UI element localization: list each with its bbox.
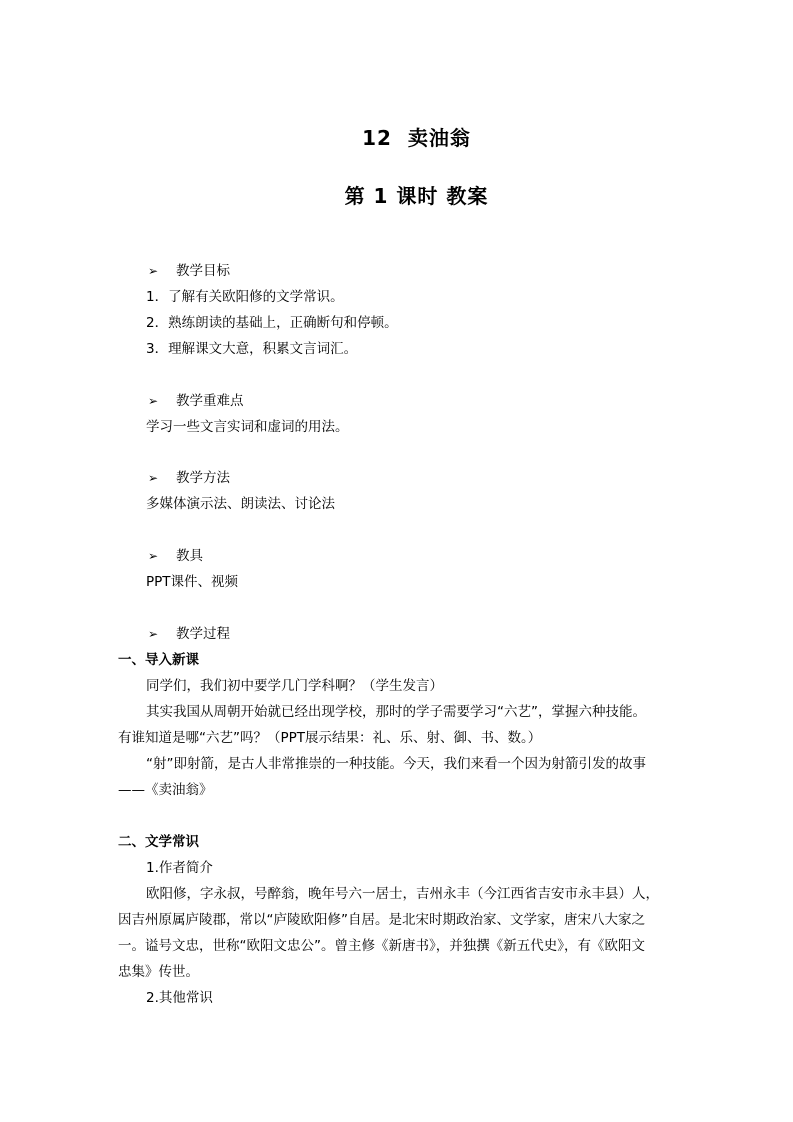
methods-text: 多媒体演示法、朗读法、讨论法 — [146, 496, 335, 512]
tools-heading — [148, 547, 203, 565]
lesson-subtitle: 第 1 课时 教案 — [344, 184, 489, 208]
paragraph-line: 因吉州原属庐陵郡，常以“庐陵欧阳修”自居。是北宋时期政治家、文学家，唐宋八大家之 — [118, 912, 645, 928]
goal-item: 2．熟练朗读的基础上，正确断句和停顿。 — [146, 315, 398, 331]
paragraph-line: 同学们，我们初中要学几门学科啊？（学生发言） — [146, 678, 443, 694]
paragraph-line: 一。谥号文忠，世称“欧阳文忠公”。曾主修《新唐书》，并独撰《新五代史》，有《欧阳文 — [118, 938, 645, 954]
paragraph-line: 有谁知道是哪“六艺”吗？（PPT展示结果：礼、乐、射、御、书、数。） — [118, 730, 542, 746]
lesson-title-text: 卖油翁 — [407, 126, 471, 150]
part2-heading: 二、文学常识 — [118, 834, 199, 850]
lesson-title — [0, 122, 793, 151]
paragraph-line: “射”即射箭，是古人非常推崇的一种技能。今天，我们来看一个因为射箭引发的故事 — [146, 756, 646, 772]
arrow-bullet-icon: ➢ — [148, 627, 159, 641]
arrow-bullet-icon: ➢ — [148, 471, 159, 485]
process-heading-text: 教学过程 — [176, 626, 230, 642]
part1-heading: 一、导入新课 — [118, 652, 199, 668]
arrow-bullet-icon: ➢ — [148, 264, 159, 278]
tools-heading-text: 教具 — [176, 548, 203, 564]
goal-item: 3．理解课文大意，积累文言词汇。 — [146, 341, 358, 357]
key-points-heading-text: 教学重难点 — [176, 393, 244, 409]
lesson-number: 12 — [362, 126, 392, 150]
paragraph-line: 其实我国从周朝开始就已经出现学校，那时的学子需要学习“六艺”，掌握六种技能。 — [146, 704, 646, 720]
part2-sub-author: 1.作者简介 — [146, 860, 213, 876]
part2-sub-other: 2.其他常识 — [146, 990, 213, 1006]
goals-heading-text: 教学目标 — [176, 263, 230, 279]
tools-text: PPT课件、视频 — [146, 574, 239, 590]
goals-heading — [148, 262, 230, 280]
methods-heading-text: 教学方法 — [176, 470, 230, 486]
key-points-heading — [148, 392, 244, 410]
paragraph-line: 欧阳修，字永叔，号醉翁，晚年号六一居士，吉州永丰（今江西省吉安市永丰县）人， — [146, 886, 659, 902]
paragraph-line: 忠集》传世。 — [118, 964, 199, 980]
arrow-bullet-icon: ➢ — [148, 549, 159, 563]
goal-item: 1．了解有关欧阳修的文学常识。 — [146, 289, 344, 305]
methods-heading — [148, 469, 230, 487]
paragraph-line: ——《卖油翁》 — [118, 782, 213, 798]
arrow-bullet-icon: ➢ — [148, 394, 159, 408]
process-heading — [148, 625, 230, 643]
key-points-text: 学习一些文言实词和虚词的用法。 — [146, 419, 349, 435]
